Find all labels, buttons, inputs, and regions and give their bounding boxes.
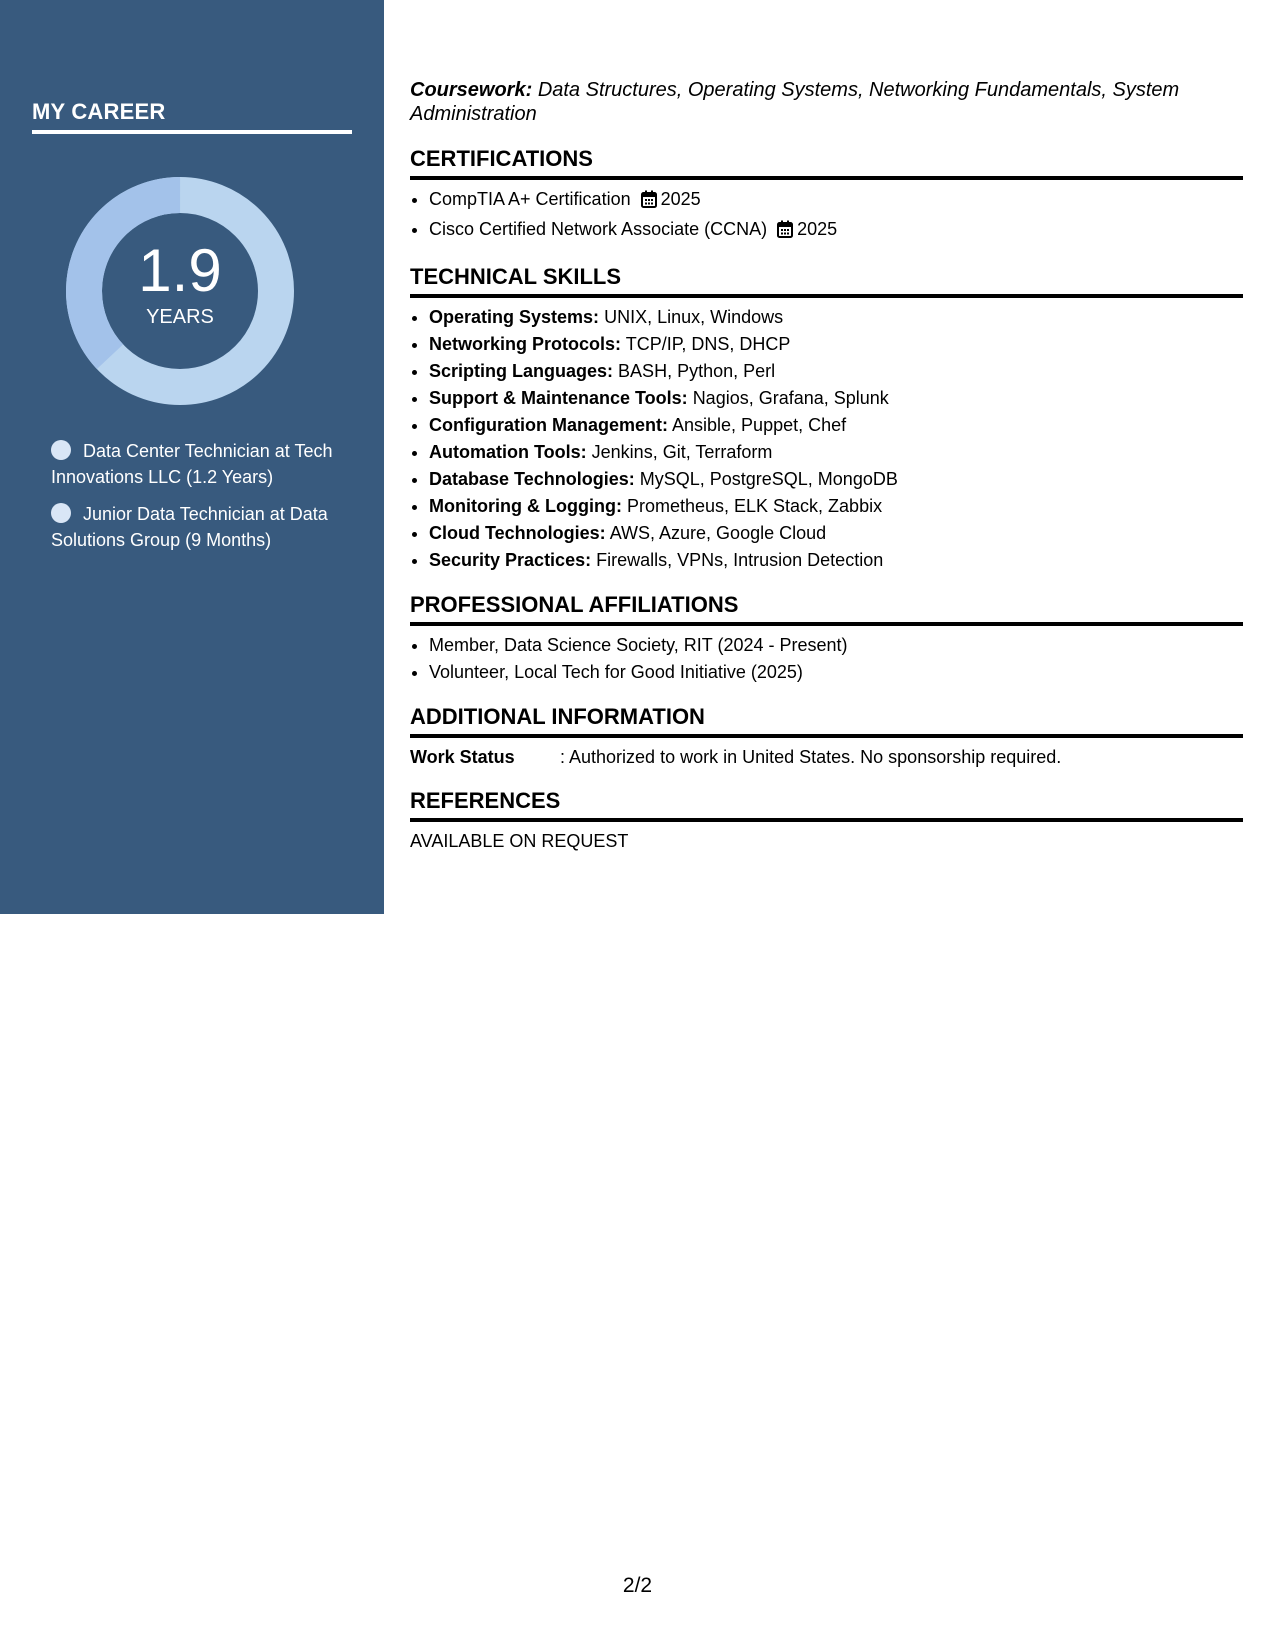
calendar-icon — [641, 189, 657, 216]
skill-label: Networking Protocols: — [429, 334, 622, 354]
career-total-value: 1.9 — [138, 237, 222, 304]
affiliations-heading: PROFESSIONAL AFFILIATIONS — [410, 592, 1243, 626]
skill-value: AWS, Azure, Google Cloud — [609, 523, 827, 543]
technical-skills-heading: TECHNICAL SKILLS — [410, 264, 1243, 298]
technical-skills-list — [410, 304, 1243, 574]
work-status-label: Work Status — [410, 747, 515, 767]
skill-item — [429, 304, 1243, 331]
coursework-line — [410, 78, 1243, 126]
skill-label: Configuration Management: — [429, 415, 668, 435]
calendar-icon — [777, 219, 793, 246]
skill-label: Cloud Technologies: — [429, 523, 606, 543]
career-role-item — [51, 501, 371, 553]
skill-label: Support & Maintenance Tools: — [429, 388, 688, 408]
affiliation-item: • Volunteer, Local Tech for Good Initiative (2025) — [429, 659, 1243, 686]
career-role-text: Data Center Technician at Tech Innovations LLC (1.2 Years) — [51, 441, 333, 487]
certification-year: 2025 — [660, 189, 701, 209]
skill-value: Ansible, Puppet, Chef — [672, 415, 847, 435]
skill-item — [429, 520, 1243, 547]
skill-value: TCP/IP, DNS, DHCP — [625, 334, 791, 354]
affiliation-item: • Member, Data Science Society, RIT (2024 - Present) — [429, 632, 1243, 659]
certification-year: 2025 — [797, 219, 838, 239]
affiliations-list — [410, 632, 1243, 686]
career-donut-chart — [66, 177, 294, 405]
certifications-heading: CERTIFICATIONS — [410, 146, 1243, 180]
skill-label: Scripting Languages: — [429, 361, 614, 381]
skill-item — [429, 466, 1243, 493]
skill-value: BASH, Python, Perl — [618, 361, 776, 381]
coursework-text: Data Structures, Operating Systems, Networking Fundamentals, System Administration — [410, 79, 1180, 125]
career-title: MY CAREER — [32, 98, 352, 134]
skill-label: Security Practices: — [429, 550, 592, 570]
page-number: 2/2 — [622, 1574, 653, 1597]
skill-label: Monitoring & Logging: — [429, 496, 622, 516]
skill-item — [429, 439, 1243, 466]
skill-item — [429, 412, 1243, 439]
certification-item — [429, 216, 1243, 246]
additional-info-heading: ADDITIONAL INFORMATION — [410, 704, 1243, 738]
coursework-label: Coursework: — [410, 79, 533, 101]
work-status-row — [410, 744, 1243, 770]
certification-name: Cisco Certified Network Associate (CCNA) — [429, 219, 768, 239]
resume-main-content — [410, 78, 1243, 854]
certification-name: CompTIA A+ Certification — [429, 189, 631, 209]
career-role-list — [51, 438, 371, 564]
skill-value: Prometheus, ELK Stack, Zabbix — [626, 496, 883, 516]
skill-item — [429, 493, 1243, 520]
role-bullet-dot — [51, 440, 71, 460]
skill-item — [429, 547, 1243, 574]
skill-label: Operating Systems: — [429, 307, 600, 327]
skill-value: Nagios, Grafana, Splunk — [692, 388, 889, 408]
career-role-item — [51, 438, 371, 490]
skill-label: Automation Tools: — [429, 442, 587, 462]
skill-item — [429, 358, 1243, 385]
certifications-list — [410, 186, 1243, 246]
skill-item — [429, 331, 1243, 358]
skill-value: UNIX, Linux, Windows — [604, 307, 784, 327]
career-role-text: Junior Data Technician at Data Solutions Group (9 Months) — [51, 504, 328, 550]
references-heading: REFERENCES — [410, 788, 1243, 822]
skill-value: Firewalls, VPNs, Intrusion Detection — [596, 550, 884, 570]
career-total-unit: YEARS — [146, 306, 214, 328]
skill-label: Database Technologies: — [429, 469, 635, 489]
work-status-value: : Authorized to work in United States. No sponsorship required. — [560, 747, 1062, 767]
skill-value: MySQL, PostgreSQL, MongoDB — [639, 469, 898, 489]
role-bullet-dot — [51, 503, 71, 523]
skill-item — [429, 385, 1243, 412]
career-sidebar — [0, 0, 384, 914]
references-text: AVAILABLE ON REQUEST — [410, 831, 629, 851]
skill-value: Jenkins, Git, Terraform — [591, 442, 773, 462]
certification-item — [429, 186, 1243, 216]
